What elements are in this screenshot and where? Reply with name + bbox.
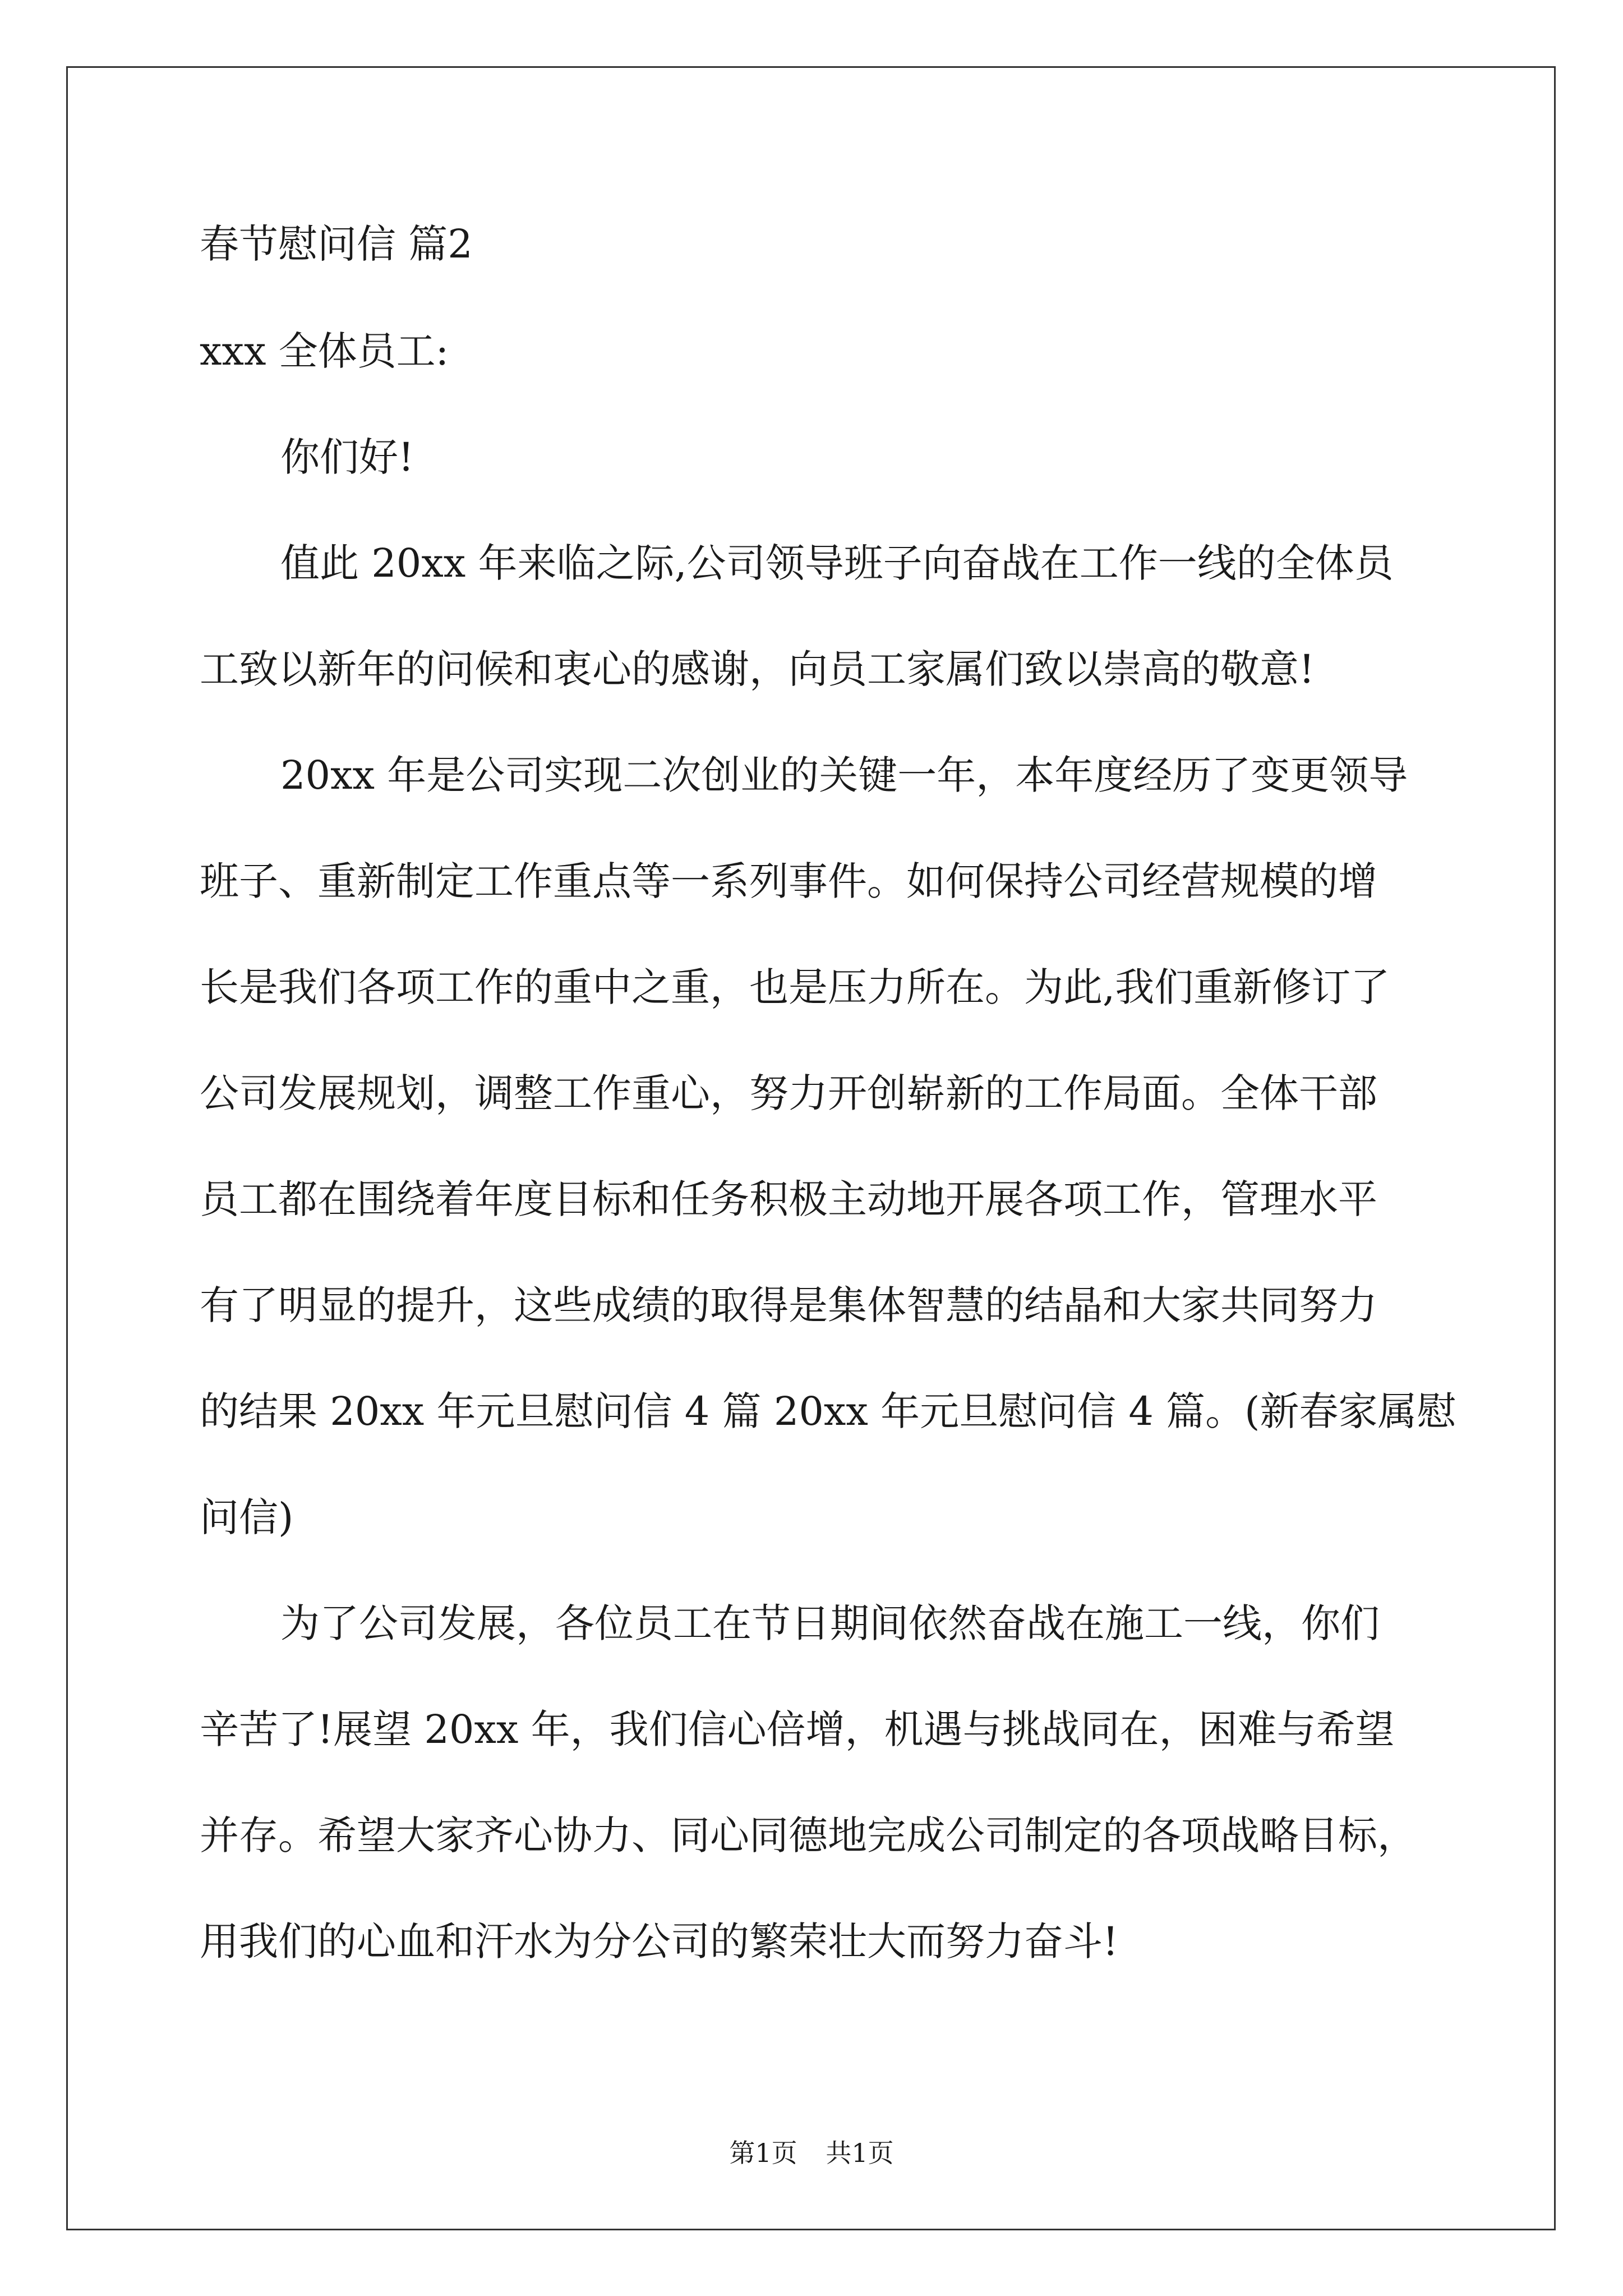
paragraph-line: 用我们的心血和汗水为分公司的繁荣壮大而努力奋斗!: [200, 1918, 1119, 1964]
salutation: xxx 全体员工:: [200, 328, 449, 374]
page-number-total: 共1页: [826, 2138, 894, 2168]
paragraph-line: 工致以新年的问候和衷心的感谢，向员工家属们致以崇高的敬意!: [200, 646, 1315, 692]
paragraph-line: 并存。希望大家齐心协力、同心同德地完成公司制定的各项战略目标，: [200, 1812, 1417, 1858]
paragraph-line: 有了明显的提升，这些成绩的取得是集体智慧的结晶和大家共同努力: [200, 1282, 1377, 1328]
letter-body: [200, 219, 1456, 2022]
paragraph-line: 长是我们各项工作的重中之重，也是压力所在。为此,我们重新修订了: [200, 964, 1390, 1010]
page-footer: [0, 2137, 1623, 2169]
letter-title: 春节慰问信 篇2: [200, 221, 473, 267]
paragraph-line: 公司发展规划，调整工作重心，努力开创崭新的工作局面。全体干部: [200, 1070, 1377, 1116]
paragraph-line: 班子、重新制定工作重点等一系列事件。如何保持公司经营规模的增: [200, 858, 1377, 904]
paragraph-line: 的结果 20xx 年元旦慰问信 4 篇 20xx 年元旦慰问信 4 篇。(新春家属慰: [200, 1388, 1456, 1434]
paragraph-line: 辛苦了!展望 20xx 年，我们信心倍增，机遇与挑战同在，困难与希望: [200, 1706, 1395, 1752]
paragraph-line: 值此 20xx 年来临之际,公司领导班子向奋战在工作一线的全体员: [280, 540, 1394, 586]
paragraph-2: [200, 750, 1456, 1543]
paragraph-line: 员工都在围绕着年度目标和任务积极主动地开展各项工作，管理水平: [200, 1176, 1377, 1222]
page-number-current: 第1页: [729, 2138, 797, 2168]
paragraph-1: [200, 538, 1428, 695]
greeting: 你们好!: [280, 434, 414, 480]
paragraph-3: [200, 1598, 1428, 1967]
paragraph-line: 20xx 年是公司实现二次创业的关键一年，本年度经历了变更领导: [280, 752, 1408, 798]
paragraph-line: 为了公司发展，各位员工在节日期间依然奋战在施工一线，你们: [280, 1600, 1380, 1646]
paragraph-line: 问信): [200, 1494, 294, 1540]
